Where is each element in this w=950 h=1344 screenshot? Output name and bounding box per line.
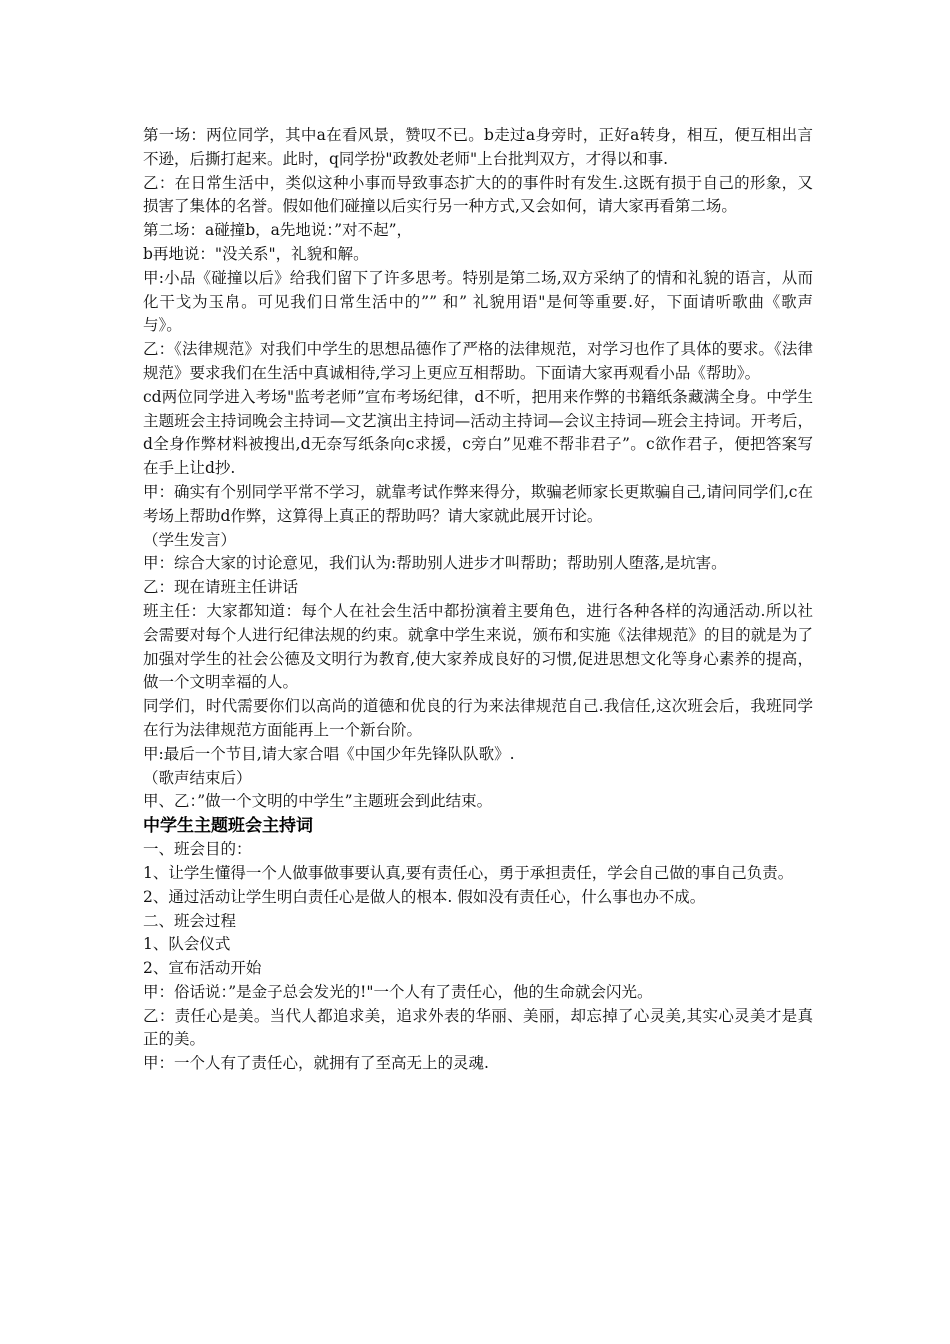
paragraph-jia-proverb: 甲：俗话说：”是金子总会发光的!"一个人有了责任心，他的生命就会闪光。 [143, 982, 653, 1001]
document-body [143, 124, 813, 1076]
paragraph-process-ceremony: 1、队会仪式 [143, 935, 231, 954]
paragraph-teacher-trust: 同学们，时代需要你们以高尚的道德和优良的行为来法律规范自己.我信任,这次班会后，我班同学在行为法律规范方面能再上一个新台阶。 [143, 697, 813, 739]
paragraph-goal-one: 1、让学生懂得一个人做事做事要认真,要有责任心，勇于承担责任，学会自己做的事自己负责。 [143, 863, 794, 882]
paragraph-after-song: （歌声结束后） [143, 768, 252, 787]
paragraph-closing: 甲、乙：”做一个文明的中学生”主题班会到此结束。 [143, 792, 493, 811]
paragraph-jia-soul: 甲：一个人有了责任心，就拥有了至高无上的灵魂. [143, 1054, 489, 1073]
paragraph-teacher-speech: 班主任：大家都知道：每个人在社会生活中都扮演着主要角色，进行各种各样的沟通活动.所以社会需要对每个人进行纪律法规的约束。就拿中学生来说，颁布和实施《法律规范》的目的就是为了加强对学生的社会公德及文明行为教育,使大家养成良好的习惯,促进思想文化等身心素养的提高，做一个文明幸福的人。 [143, 601, 813, 692]
paragraph-student-speech: （学生发言） [143, 530, 237, 549]
paragraph-jia-final-song: 甲:最后一个节目,请大家合唱《中国少年先锋队队歌》. [143, 744, 515, 763]
paragraph-yi-teacher-intro: 乙：现在请班主任讲话 [143, 578, 299, 597]
paragraph-b-reply: b再地说："没关系"，礼貌和解。 [143, 244, 369, 263]
paragraph-scene-one: 第一场：两位同学，其中a在看风景，赞叹不已。b走过a身旁时，正好a转身，相互，便互相出言不逊，后撕打起来。此时，q同学扮"政教处老师"上台批判双方，才得以和事. [143, 126, 813, 168]
paragraph-jia-discussion-summary: 甲：综合大家的讨论意见，我们认为:帮助别人进步才叫帮助；帮助别人堕落,是坑害。 [143, 554, 727, 573]
paragraph-jia-cheating-question: 甲：确实有个别同学平常不学习，就靠考试作弊来得分，欺骗老师家长更欺骗自己,请问同学们,c在考场上帮助d作弊，这算得上真正的帮助吗？请大家就此展开讨论。 [143, 482, 813, 525]
paragraph-goal-two: 2、通过活动让学生明白责任心是做人的根本. 假如没有责任心，什么事也办不成。 [143, 887, 706, 906]
paragraph-goal-title: 一、班会目的： [143, 840, 252, 859]
paragraph-jia-sketch-reflection: 甲:小品《碰撞以后》给我们留下了许多思考。特别是第二场,双方采纳了的情和礼貌的语言，从而化干戈为玉帛。可见我们日常生活中的”” 和” 礼貌用语"是何等重要.好，下面请听歌曲《歌声与》。 [143, 268, 813, 335]
section-heading: 中学生主题班会主持词 [143, 816, 313, 837]
paragraph-yi-daily-life: 乙：在日常生活中，类似这种小事而导致事态扩大的的事件时有发生.这既有损于自己的形象，又损害了集体的名誉。假如他们碰撞以后实行另一种方式,又会如何，请大家再看第二场。 [143, 173, 813, 216]
paragraph-exam-sketch: cd两位同学进入考场"监考老师”宣布考场纪律，d不听，把用来作弊的书籍纸条藏满全身。中学生主题班会主持词晚会主持词—文艺演出主持词—活动主持词—会议主持词—班会主持词。开考后，d全身作弊材料被搜出,d无奈写纸条向c求援，c旁白”见难不帮非君子”。c欲作君子，便把答案写在手上让d抄. [143, 387, 813, 478]
paragraph-process-start: 2、宣布活动开始 [143, 959, 262, 978]
paragraph-process-title: 二、班会过程 [143, 911, 237, 930]
paragraph-yi-beauty: 乙：责任心是美。当代人都追求美，追求外表的华丽、美丽，却忘掉了心灵美,其实心灵美才是真正的美。 [143, 1006, 813, 1049]
paragraph-yi-legal-norms: 乙：《法律规范》对我们中学生的思想品德作了严格的法律规范，对学习也作了具体的要求。《法律规范》要求我们在生活中真诚相待,学习上更应互相帮助。下面请大家再观看小品《帮助》。 [143, 340, 813, 382]
paragraph-scene-two: 第二场：a碰撞b，a先地说：”对不起”， [143, 221, 413, 240]
